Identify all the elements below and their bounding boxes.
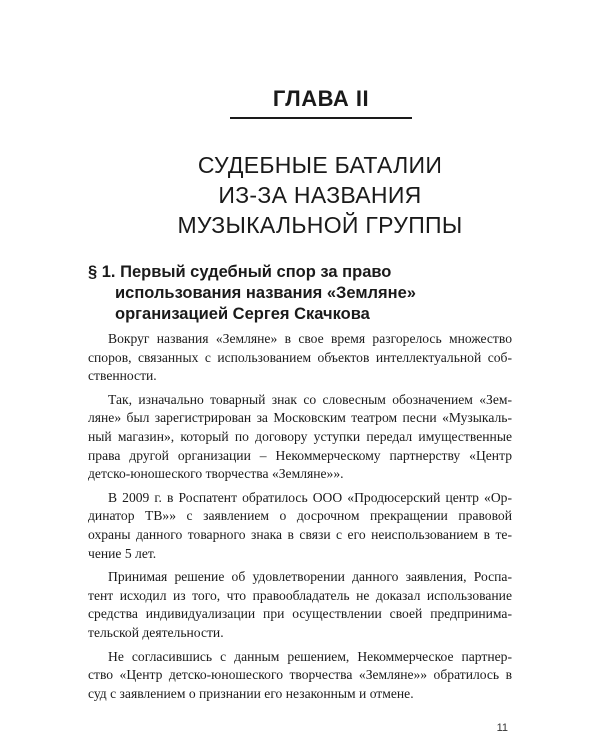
text-line: ство «Центр детско-юношеского творчества «Земляне»» обратилось в <box>88 667 512 683</box>
paragraph <box>88 489 512 563</box>
section-heading-line: использования названия «Земляне» <box>115 284 416 302</box>
text-line: ный магазин», который по договору уступки передал имущественные <box>88 428 512 444</box>
text-line: тент исходил из того, что правообладатель не доказал использование <box>88 587 512 603</box>
text-line: ственности. <box>88 368 157 384</box>
text-line: суд с заявлением о признании его незаконным и отмене. <box>88 685 414 701</box>
page-number: 11 <box>496 722 508 734</box>
paragraph <box>88 648 512 704</box>
paragraph <box>88 568 512 642</box>
section-heading <box>88 262 508 325</box>
chapter-title-line: ИЗ-ЗА НАЗВАНИЯ <box>218 182 422 208</box>
chapter-title-line: СУДЕБНЫЕ БАТАЛИИ <box>197 152 443 178</box>
section-heading-line: организацией Сергея Скачкова <box>115 305 370 323</box>
paragraph <box>88 391 512 484</box>
chapter-underline <box>230 117 412 119</box>
text-line: динатор ТВ»» с заявлением о досрочном прекращении правовой <box>88 508 512 524</box>
text-line: споров, связанных с использованием объектов интеллектуальной соб- <box>88 349 512 365</box>
chapter-title-line: МУЗЫКАЛЬНОЙ ГРУППЫ <box>177 212 463 238</box>
text-line: Не согласившись с данным решением, Некоммерческое партнер- <box>108 648 512 664</box>
text-line: чение 5 лет. <box>88 545 157 561</box>
chapter-heading: ГЛАВА II <box>272 86 370 111</box>
text-line: ляне» был зарегистрирован за Московским театром песни «Музыкаль- <box>88 410 512 426</box>
text-line: тельской деятельности. <box>88 624 224 640</box>
text-line: охраны данного товарного знака в связи с его неиспользованием в те- <box>88 526 512 542</box>
text-line: права другой организации – Некоммерческому партнерству «Центр <box>88 447 512 463</box>
text-line: Вокруг названия «Земляне» в свое время разгорелось множество <box>108 331 512 346</box>
section-heading-line: § 1. Первый судебный спор за право <box>88 263 392 281</box>
text-line: Так, изначально товарный знак со словесным обозначением «Зем- <box>108 391 512 407</box>
paragraph <box>88 330 512 386</box>
text-line: детско-юношеского творчества «Земляне»». <box>88 466 344 482</box>
text-line: В 2009 г. в Роспатент обратилось ООО «Продюсерский центр «Ор- <box>108 489 512 505</box>
body-text <box>88 330 512 708</box>
text-line: средства индивидуализации при осуществлении своей предпринима- <box>88 606 512 622</box>
chapter-title <box>90 150 550 240</box>
text-line: Принимая решение об удовлетворении данного заявления, Роспа- <box>108 569 512 585</box>
